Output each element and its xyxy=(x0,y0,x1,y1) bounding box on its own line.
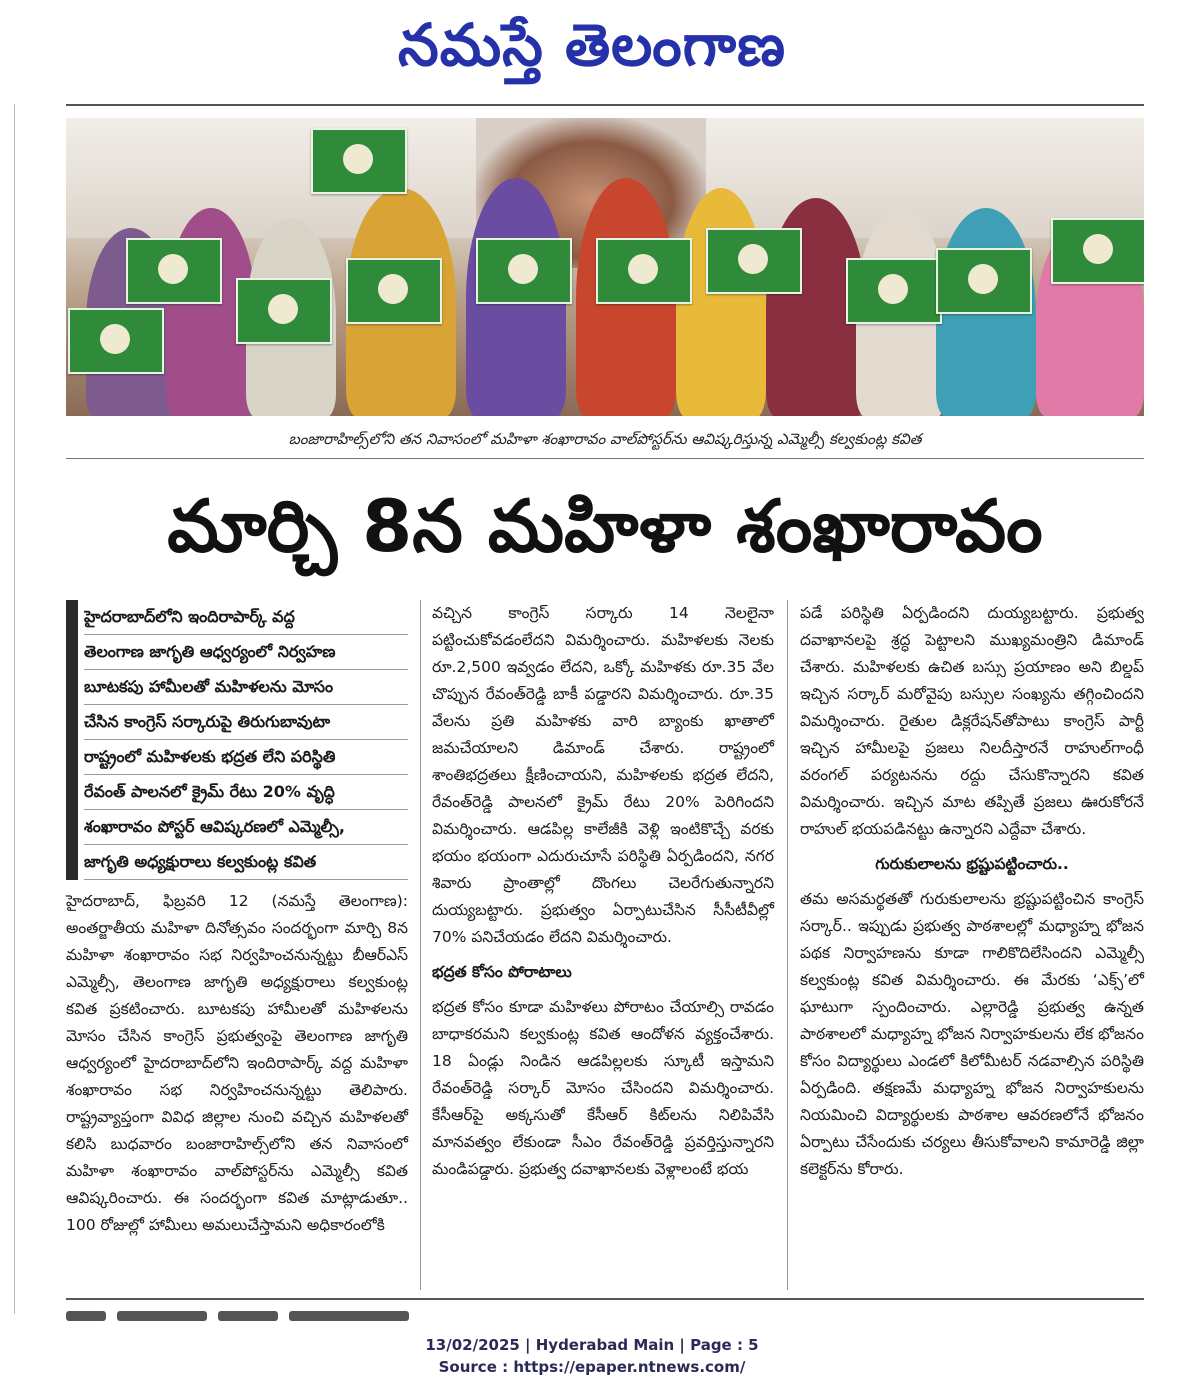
deck-line: తెలంగాణ జాగృతి ఆధ్వర్యంలో నిర్వహణ xyxy=(84,635,408,670)
article-paragraph: వచ్చిన కాంగ్రెస్ సర్కారు 14 నెలలైనా పట్టించుకోవడంలేదని విమర్శించారు. మహిళలకు నెలకు రూ.2,500 ఇవ్వడం లేదని, ఒక్కో మహిళకు రూ.35 వేల చొప్పున రేవంత్‌రెడ్డి బాకీ పడ్డారని విమర్శించారు. రూ.35 వేలను ప్రతి మహిళకు వారి బ్యాంకు ఖాతాలో జమచేయాలని డిమాండ్ చేశారు. రాష్ట్రంలో శాంతిభద్రతలు క్షీణించాయని, మహిళలకు భద్రత లేదని, రేవంత్‌రెడ్డి పాలనలో క్రైమ్ రేటు 20% పెరిగిందని విమర్శించారు. ఆడపిల్ల కాలేజీకి వెళ్లి ఇంటికొచ్చే వరకు భయం భయంగా ఎదురుచూసే పరిస్థితి ఏర్పడిందని, నగర శివారు ప్రాంతాల్లో దొంగలు చెలరేగుతున్నారని దుయ్యబట్టారు. ప్రభుత్వం ఏర్పాటుచేసిన సీసీటీవీల్లో 70% పనిచేయడం లేదని విమర్శించారు. xyxy=(432,604,774,946)
cropped-text-fragment xyxy=(218,1311,278,1321)
caption-rule xyxy=(66,458,1144,459)
photo-poster xyxy=(476,238,572,304)
photo-poster xyxy=(346,258,442,324)
deck-line: రాష్ట్రంలో మహిళలకు భద్రత లేని పరిస్థితి xyxy=(84,740,408,775)
column-divider xyxy=(787,600,788,1290)
masthead-title: నమస్తే తెలంగాణ xyxy=(398,11,786,79)
article-column-2 xyxy=(432,600,774,1183)
news-photo xyxy=(66,118,1144,416)
source-link[interactable]: Source : https://epaper.ntnews.com/ xyxy=(438,1358,746,1376)
deck-line: బూటకపు హామీలతో మహిళలను మోసం xyxy=(84,670,408,705)
cropped-text-fragment xyxy=(117,1311,207,1321)
article-paragraph: భద్రత కోసం కూడా మహిళలు పోరాటం చేయాల్సి రావడం బాధాకరమని కల్వకుంట్ల కవిత ఆందోళన వ్యక్తంచేశారు. 18 ఏండ్లు నిండిన ఆడపిల్లలకు స్కూటీ ఇస్తామని రేవంత్‌రెడ్డి సర్కార్ మోసం చేసిందని విమర్శించారు. కేసీఆర్‌పై అక్కసుతో కేసీఆర్ కిట్‌లను నిలిపివేసి మానవత్వం లేకుండా సీఎం రేవంత్‌రెడ్డి ప్రవర్తిస్తున్నారని మండిపడ్డారు. ప్రభుత్వ దవాఖానలకు వెళ్లాలంటే భయ xyxy=(432,998,774,1178)
deck-line: రేవంత్ పాలనలో క్రైమ్ రేటు 20% వృద్ధి xyxy=(84,775,408,810)
subheading: భద్రత కోసం పోరాటాలు xyxy=(432,963,572,981)
article-column-3 xyxy=(800,600,1144,1183)
subheading: గురుకులాలను భ్రష్టుపట్టించారు.. xyxy=(875,855,1069,873)
photo-caption: బంజారాహిల్స్‌లోని తన నివాసంలో మహిళా శంఖారావం వాల్‌పోస్టర్‌ను ఆవిష్కరిస్తున్న ఎమ్మెల్సీ కల్వకుంట్ల కవిత xyxy=(288,430,922,448)
photo-poster xyxy=(236,278,332,344)
deck-line: హైదరాబాద్‌లోని ఇందిరాపార్క్ వద్ద xyxy=(84,600,408,635)
deck-line: జాగృతి అధ్యక్షురాలు కల్వకుంట్ల కవిత xyxy=(84,845,408,880)
article-paragraph: తమ అసమర్థతతో గురుకులాలను భ్రష్టుపట్టించిన కాంగ్రెస్ సర్కార్.. ఇప్పుడు ప్రభుత్వ పాఠశాలల్లో మధ్యాహ్న భోజన పథక నిర్వాహణను కూడా గాలికొదిలేసిందని ఎమ్మెల్సీ కల్వకుంట్ల కవిత విమర్శించారు. ఈ మేరకు ‘ఎక్స్’లో ఘాటుగా స్పందించారు. ఎల్లారెడ్డి ప్రభుత్వ ఉన్నత పాఠశాలలో మధ్యాహ్న భోజన నిర్వాహకులను లేక భోజనం కోసం విద్యార్థులు ఎండలో కిలోమీటర్ నడవాల్సిన పరిస్థితి ఏర్పడింది. తక్షణమే మధ్యాహ్న భోజన నిర్వాహకులను నియమించి విద్యార్థులకు పాఠశాల ఆవరణలోనే భోజనం ఏర్పాటు చేసేందుకు చర్యలు తీసుకోవాలని కామారెడ్డి జిల్లా కలెక్టర్‌ను కోరారు. xyxy=(800,890,1144,1178)
deck-highlights xyxy=(66,600,408,880)
article-paragraph: హైదరాబాద్, ఫిబ్రవరి 12 (నమస్తే తెలంగాణ): అంతర్జాతీయ మహిళా దినోత్సవం సందర్భంగా మార్చి 8న మహిళా శంఖారావం సభ నిర్వహించనున్నట్టు బీఆర్ఎస్ ఎమ్మెల్సీ, తెలంగాణ జాగృతి అధ్యక్షురాలు కల్వకుంట్ల కవిత ప్రకటించారు. బూటకపు హామీలతో మహిళలను మోసం చేసిన కాంగ్రెస్ ప్రభుత్వంపై తెలంగాణ జాగృతి ఆధ్వర్యంలో హైదరాబాద్‌లోని ఇందిరాపార్క్ వద్ద మహిళా శంఖారావం సభ నిర్వహించనున్నట్టు తెలిపారు. రాష్ట్రవ్యాప్తంగా వివిధ జిల్లాల నుంచి వచ్చిన మహిళలతో కలిసి బుధవారం బంజారాహిల్స్‌లోని తన నివాసంలో మహిళా శంఖారావం వాల్‌పోస్టర్‌ను ఎమ్మెల్సీ కవిత ఆవిష్కరించారు. ఈ సందర్భంగా కవిత మాట్లాడుతూ.. 100 రోజుల్లో హామీలు అమలుచేస్తామని అధికారంలోకి xyxy=(66,892,408,1234)
photo-poster xyxy=(126,238,222,304)
deck-line: శంఖారావం పోస్టర్ ఆవిష్కరణలో ఎమ్మెల్సీ, xyxy=(84,810,408,845)
next-article-teaser xyxy=(66,1306,1144,1326)
photo-poster xyxy=(311,128,407,194)
photo-poster xyxy=(68,308,164,374)
article-paragraph: పడే పరిస్థితి ఏర్పడిందని దుయ్యబట్టారు. ప్రభుత్వ దవాఖానలపై శ్రద్ధ పెట్టాలని ముఖ్యమంత్రిని డిమాండ్ చేశారు. మహిళలకు ఉచిత బస్సు ప్రయాణం అని బిల్డప్ ఇచ్చిన సర్కార్ మరోవైపు బస్సుల సంఖ్యను తగ్గించిందని విమర్శించారు. రైతుల డిక్లరేషన్‌తోపాటు కాంగ్రెస్ పార్టీ ఇచ్చిన హామీలపై ప్రజలు నిలదీస్తారనే రాహుల్‌గాంధీ వరంగల్ పర్యటనను రద్దు చేసుకొన్నారని కవిత విమర్శించారు. ఇచ్చిన మాట తప్పితే ప్రజలు ఊరుకోరనే రాహుల్ భయపడినట్టు ఉన్నారని ఎద్దేవా చేశారు. xyxy=(800,604,1144,838)
photo-poster xyxy=(596,238,692,304)
page-footer xyxy=(0,1334,1184,1378)
top-rule xyxy=(66,104,1144,106)
column-divider xyxy=(420,600,421,1290)
photo-poster xyxy=(936,248,1032,314)
article-column-1 xyxy=(66,600,408,1239)
cropped-text-fragment xyxy=(66,1311,106,1321)
bottom-rule xyxy=(66,1298,1144,1300)
photo-poster xyxy=(846,258,942,324)
headline: మార్చి 8న మహిళా శంఖారావం xyxy=(167,484,1043,568)
left-margin-divider xyxy=(0,104,15,1314)
edition-info: 13/02/2025 | Hyderabad Main | Page : 5 xyxy=(425,1336,759,1354)
deck-line: చేసిన కాంగ్రెస్ సర్కారుపై తిరుగుబావుటా xyxy=(84,705,408,740)
photo-poster xyxy=(706,228,802,294)
photo-poster xyxy=(1051,218,1144,284)
cropped-text-fragment xyxy=(289,1311,409,1321)
